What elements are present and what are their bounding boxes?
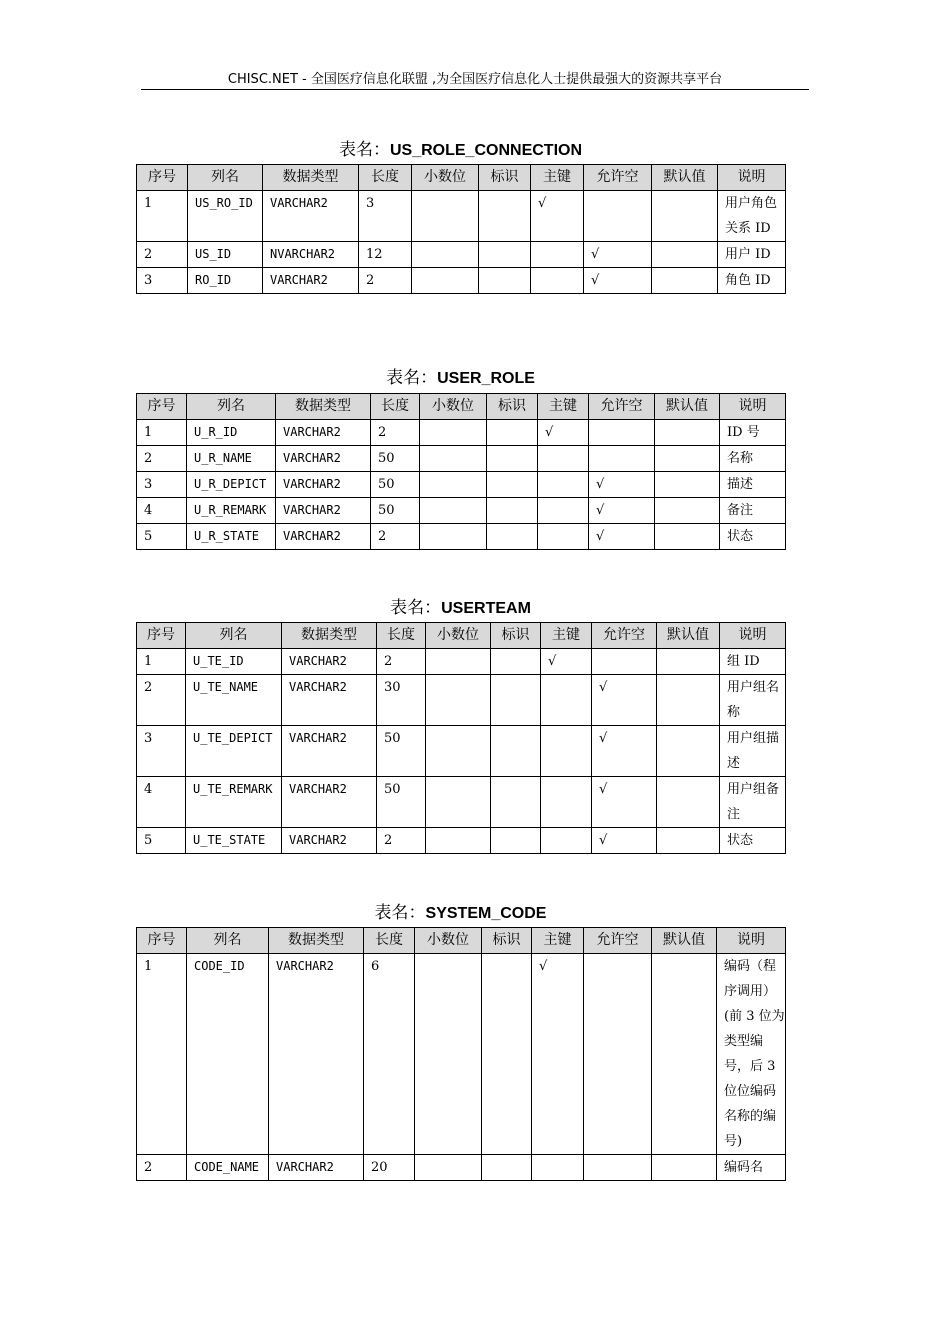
table-name: USERTEAM (441, 600, 531, 617)
cell-column-name: RO_ID (188, 268, 263, 294)
cell-decimal (415, 954, 482, 1155)
cell-seq: 2 (137, 1155, 187, 1181)
table-name: SYSTEM_CODE (425, 905, 547, 922)
col-header: 允许空 (592, 623, 657, 649)
cell-column-name: U_TE_ID (186, 649, 282, 675)
col-header: 数据类型 (263, 165, 359, 191)
cell-column-name: U_R_ID (187, 420, 276, 446)
cell-data-type: VARCHAR2 (263, 191, 359, 242)
cell-default (655, 420, 720, 446)
table-title (136, 597, 785, 620)
cell-column-name: U_TE_REMARK (186, 777, 282, 828)
cell-nullable: √ (589, 498, 655, 524)
col-header: 序号 (137, 623, 186, 649)
col-header: 序号 (137, 165, 188, 191)
col-header: 列名 (187, 928, 269, 954)
cell-default (652, 1155, 717, 1181)
cell-seq: 3 (137, 472, 187, 498)
cell-description: 编码名 (717, 1155, 786, 1181)
col-header: 长度 (377, 623, 426, 649)
cell-length: 2 (359, 268, 412, 294)
cell-default (657, 828, 720, 854)
col-header: 长度 (364, 928, 415, 954)
cell-nullable (584, 954, 652, 1155)
table-row (137, 242, 786, 268)
cell-primary-key: √ (532, 954, 584, 1155)
col-header: 允许空 (584, 928, 652, 954)
cell-length: 2 (377, 828, 426, 854)
col-header: 主键 (538, 394, 589, 420)
cell-default (652, 268, 718, 294)
cell-default (657, 675, 720, 726)
cell-nullable (589, 446, 655, 472)
col-header: 说明 (720, 394, 786, 420)
cell-nullable: √ (589, 472, 655, 498)
cell-seq: 5 (137, 524, 187, 550)
header-row (137, 165, 786, 191)
cell-length: 50 (371, 472, 420, 498)
table-row (137, 675, 786, 726)
header-row (137, 394, 786, 420)
cell-seq: 1 (137, 954, 187, 1155)
cell-data-type: VARCHAR2 (276, 498, 371, 524)
cell-nullable: √ (592, 726, 657, 777)
cell-nullable: √ (584, 268, 652, 294)
cell-primary-key (531, 268, 584, 294)
cell-identity (482, 954, 532, 1155)
cell-length: 2 (371, 524, 420, 550)
cell-decimal (426, 828, 491, 854)
col-header: 说明 (718, 165, 786, 191)
col-header: 说明 (717, 928, 786, 954)
cell-seq: 2 (137, 446, 187, 472)
cell-primary-key: √ (531, 191, 584, 242)
cell-identity (487, 420, 538, 446)
cell-column-name: CODE_NAME (187, 1155, 269, 1181)
cell-primary-key (538, 498, 589, 524)
cell-identity (487, 524, 538, 550)
cell-nullable (592, 649, 657, 675)
cell-column-name: CODE_ID (187, 954, 269, 1155)
cell-default (652, 242, 718, 268)
cell-description: ID 号 (720, 420, 786, 446)
cell-identity (479, 242, 531, 268)
col-header: 列名 (186, 623, 282, 649)
col-header: 允许空 (589, 394, 655, 420)
cell-column-name: U_R_STATE (187, 524, 276, 550)
cell-decimal (420, 420, 487, 446)
cell-nullable: √ (592, 675, 657, 726)
cell-default (657, 777, 720, 828)
cell-description: 备注 (720, 498, 786, 524)
cell-default (657, 649, 720, 675)
cell-identity (487, 472, 538, 498)
cell-length: 3 (359, 191, 412, 242)
col-header: 主键 (541, 623, 592, 649)
cell-column-name: U_TE_DEPICT (186, 726, 282, 777)
cell-nullable: √ (592, 828, 657, 854)
table-row (137, 726, 786, 777)
cell-data-type: NVARCHAR2 (263, 242, 359, 268)
col-header: 小数位 (426, 623, 491, 649)
cell-description: 用户组名称 (720, 675, 786, 726)
cell-seq: 1 (137, 420, 187, 446)
cell-decimal (412, 242, 479, 268)
cell-decimal (420, 498, 487, 524)
table-row (137, 954, 786, 1155)
cell-identity (487, 446, 538, 472)
cell-description: 编码（程序调用）(前 3 位为类型编号，后 3 位位编码名称的编号) (717, 954, 786, 1155)
table-row (137, 1155, 786, 1181)
cell-primary-key (538, 472, 589, 498)
cell-data-type: VARCHAR2 (282, 828, 377, 854)
cell-description: 状态 (720, 828, 786, 854)
col-header: 默认值 (652, 165, 718, 191)
table-row (137, 828, 786, 854)
cell-primary-key: √ (538, 420, 589, 446)
cell-seq: 2 (137, 675, 186, 726)
cell-identity (479, 268, 531, 294)
cell-nullable (584, 191, 652, 242)
cell-default (655, 524, 720, 550)
cell-nullable: √ (589, 524, 655, 550)
table-name: USER_ROLE (437, 370, 535, 387)
cell-primary-key (538, 524, 589, 550)
cell-decimal (415, 1155, 482, 1181)
col-header: 列名 (188, 165, 263, 191)
cell-description: 角色 ID (718, 268, 786, 294)
col-header: 标识 (491, 623, 541, 649)
cell-primary-key (541, 777, 592, 828)
cell-data-type: VARCHAR2 (276, 446, 371, 472)
cell-default (652, 191, 718, 242)
col-header: 标识 (487, 394, 538, 420)
cell-primary-key (541, 828, 592, 854)
cell-description: 用户组描述 (720, 726, 786, 777)
table-row (137, 191, 786, 242)
cell-length: 50 (371, 498, 420, 524)
col-header: 数据类型 (282, 623, 377, 649)
cell-default (655, 446, 720, 472)
cell-identity (487, 498, 538, 524)
col-header: 数据类型 (276, 394, 371, 420)
cell-primary-key (532, 1155, 584, 1181)
col-header: 列名 (187, 394, 276, 420)
col-header: 小数位 (415, 928, 482, 954)
cell-nullable (589, 420, 655, 446)
col-header: 数据类型 (269, 928, 364, 954)
cell-default (652, 954, 717, 1155)
cell-length: 2 (377, 649, 426, 675)
cell-primary-key (538, 446, 589, 472)
page-header: CHISC.NET - 全国医疗信息化联盟 ,为全国医疗信息化人士提供最强大的资源共享平台 (141, 70, 809, 90)
cell-seq: 3 (137, 726, 186, 777)
cell-decimal (426, 649, 491, 675)
col-header: 主键 (532, 928, 584, 954)
col-header: 序号 (137, 928, 187, 954)
cell-default (655, 498, 720, 524)
cell-seq: 4 (137, 777, 186, 828)
cell-description: 状态 (720, 524, 786, 550)
cell-data-type: VARCHAR2 (276, 420, 371, 446)
cell-primary-key (531, 242, 584, 268)
cell-length: 20 (364, 1155, 415, 1181)
table-row (137, 524, 786, 550)
cell-primary-key (541, 726, 592, 777)
col-header: 默认值 (657, 623, 720, 649)
table-title (136, 902, 785, 925)
table-row (137, 268, 786, 294)
cell-description: 用户 ID (718, 242, 786, 268)
cell-identity (491, 777, 541, 828)
cell-column-name: U_R_NAME (187, 446, 276, 472)
cell-decimal (426, 777, 491, 828)
table-row (137, 472, 786, 498)
cell-column-name: U_R_REMARK (187, 498, 276, 524)
col-header: 长度 (371, 394, 420, 420)
cell-length: 6 (364, 954, 415, 1155)
cell-data-type: VARCHAR2 (282, 649, 377, 675)
cell-length: 12 (359, 242, 412, 268)
cell-data-type: VARCHAR2 (263, 268, 359, 294)
col-header: 小数位 (412, 165, 479, 191)
cell-data-type: VARCHAR2 (282, 726, 377, 777)
cell-length: 2 (371, 420, 420, 446)
cell-column-name: US_ID (188, 242, 263, 268)
header-row (137, 623, 786, 649)
cell-identity (491, 726, 541, 777)
data-table-system-code (136, 927, 786, 1181)
cell-identity (491, 828, 541, 854)
cell-identity (482, 1155, 532, 1181)
cell-data-type: VARCHAR2 (282, 777, 377, 828)
data-table-user-role (136, 393, 786, 550)
cell-description: 名称 (720, 446, 786, 472)
cell-description: 组 ID (720, 649, 786, 675)
table-label: 表名： (386, 368, 438, 388)
cell-primary-key: √ (541, 649, 592, 675)
col-header: 默认值 (652, 928, 717, 954)
cell-identity (491, 675, 541, 726)
cell-nullable: √ (592, 777, 657, 828)
table-label: 表名： (338, 140, 390, 160)
table-row (137, 446, 786, 472)
col-header: 标识 (482, 928, 532, 954)
table-row (137, 649, 786, 675)
cell-seq: 3 (137, 268, 188, 294)
header-row (137, 928, 786, 954)
table-row (137, 777, 786, 828)
cell-default (655, 472, 720, 498)
cell-column-name: US_RO_ID (188, 191, 263, 242)
cell-seq: 1 (137, 649, 186, 675)
cell-decimal (412, 268, 479, 294)
cell-default (657, 726, 720, 777)
data-table-us-role-connection (136, 164, 786, 294)
table-title (136, 367, 785, 390)
cell-data-type: VARCHAR2 (269, 1155, 364, 1181)
cell-seq: 4 (137, 498, 187, 524)
cell-length: 30 (377, 675, 426, 726)
cell-primary-key (541, 675, 592, 726)
cell-data-type: VARCHAR2 (276, 524, 371, 550)
cell-description: 用户组备注 (720, 777, 786, 828)
cell-column-name: U_R_DEPICT (187, 472, 276, 498)
cell-description: 描述 (720, 472, 786, 498)
col-header: 默认值 (655, 394, 720, 420)
cell-data-type: VARCHAR2 (269, 954, 364, 1155)
cell-decimal (420, 472, 487, 498)
cell-seq: 2 (137, 242, 188, 268)
col-header: 标识 (479, 165, 531, 191)
col-header: 小数位 (420, 394, 487, 420)
cell-column-name: U_TE_NAME (186, 675, 282, 726)
table-label: 表名： (374, 903, 426, 923)
cell-length: 50 (377, 726, 426, 777)
table-name: US_ROLE_CONNECTION (389, 142, 583, 159)
cell-identity (491, 649, 541, 675)
cell-identity (479, 191, 531, 242)
table-row (137, 420, 786, 446)
col-header: 允许空 (584, 165, 652, 191)
cell-nullable (584, 1155, 652, 1181)
data-table-userteam (136, 622, 786, 854)
cell-data-type: VARCHAR2 (282, 675, 377, 726)
cell-decimal (412, 191, 479, 242)
cell-decimal (420, 524, 487, 550)
cell-data-type: VARCHAR2 (276, 472, 371, 498)
col-header: 说明 (720, 623, 786, 649)
cell-seq: 1 (137, 191, 188, 242)
cell-length: 50 (371, 446, 420, 472)
cell-nullable: √ (584, 242, 652, 268)
cell-seq: 5 (137, 828, 186, 854)
table-row (137, 498, 786, 524)
cell-decimal (426, 726, 491, 777)
cell-column-name: U_TE_STATE (186, 828, 282, 854)
cell-length: 50 (377, 777, 426, 828)
cell-description: 用户角色关系 ID (718, 191, 786, 242)
table-label: 表名： (390, 598, 442, 618)
col-header: 长度 (359, 165, 412, 191)
col-header: 序号 (137, 394, 187, 420)
table-title (136, 139, 785, 162)
cell-decimal (420, 446, 487, 472)
cell-decimal (426, 675, 491, 726)
col-header: 主键 (531, 165, 584, 191)
